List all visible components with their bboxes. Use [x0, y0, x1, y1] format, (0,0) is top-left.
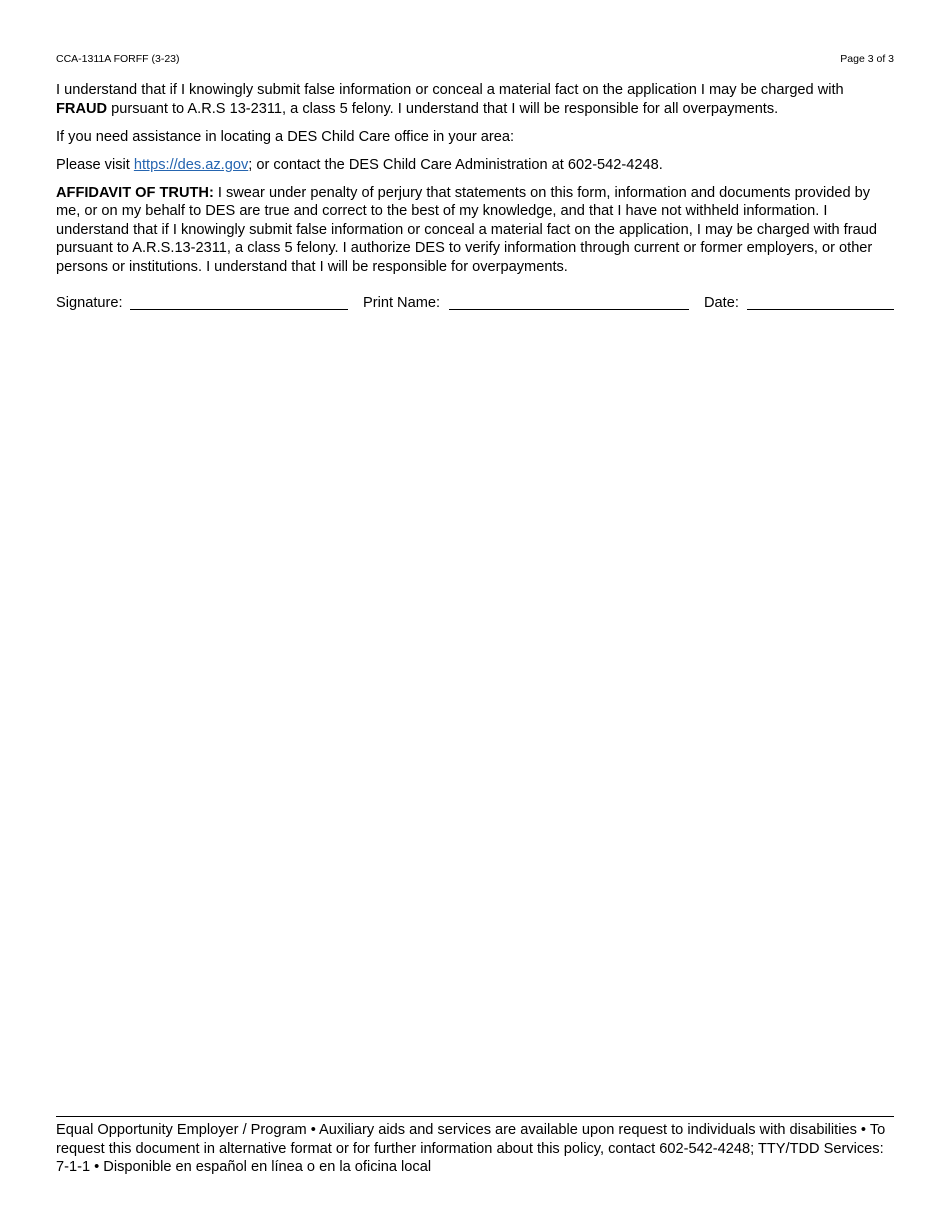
signature-label: Signature: — [56, 295, 123, 311]
date-field[interactable] — [747, 309, 894, 310]
affidavit-paragraph — [56, 184, 896, 277]
visit-text — [56, 156, 896, 175]
main-content — [56, 81, 896, 286]
affidavit-text: I swear under penalty of perjury that statements on this form, information and documents provided by me, or on my behalf to DES are true and correct to the best of my knowledge, and that I have not withheld information. I understand that if I knowingly submit false information or conceal a material fact on the application, I may be charged with fraud pursuant to A.R.S.13-2311, a class 5 felony. I authorize DES to verify information through current or former employers, or other persons or institutions. I understand that I will be responsible for overpayments. — [56, 184, 877, 275]
signature-field[interactable] — [130, 309, 348, 310]
print-name-label: Print Name: — [363, 295, 441, 311]
fraud-notice-before: I understand that if I knowingly submit false information or conceal a material fact on the application I may be charged with — [56, 82, 844, 98]
fraud-notice — [56, 81, 896, 118]
signature-row — [56, 295, 894, 315]
form-id: CCA-1311A FORFF (3-23) — [56, 53, 180, 65]
page-number: Page 3 of 3 — [840, 53, 894, 65]
assistance-text: If you need assistance in locating a DES Child Care office in your area: — [56, 128, 515, 145]
affidavit-heading: AFFIDAVIT OF TRUTH: — [56, 184, 214, 201]
fraud-notice-after: pursuant to A.R.S 13-2311, a class 5 felony. I understand that I will be responsible for all overpayments. — [107, 100, 779, 117]
footer-text: Equal Opportunity Employer / Program • Auxiliary aids and services are available upon request to individuals with disabilities • To request this document in alternative format or for further information about this policy, contact 602-542-4248; TTY/TDD Services: 7-1-1 • Disponible en español en línea o en la oficina local — [56, 1122, 886, 1175]
page-footer — [56, 1116, 894, 1177]
date-label: Date: — [704, 295, 739, 311]
print-name-field[interactable] — [449, 309, 689, 310]
visit-after: ; or contact the DES Child Care Administration at 602-542-4248. — [248, 156, 663, 173]
visit-before: Please visit — [56, 156, 134, 173]
fraud-keyword: FRAUD — [56, 100, 108, 117]
des-website-link[interactable]: https://des.az.gov — [133, 156, 249, 173]
